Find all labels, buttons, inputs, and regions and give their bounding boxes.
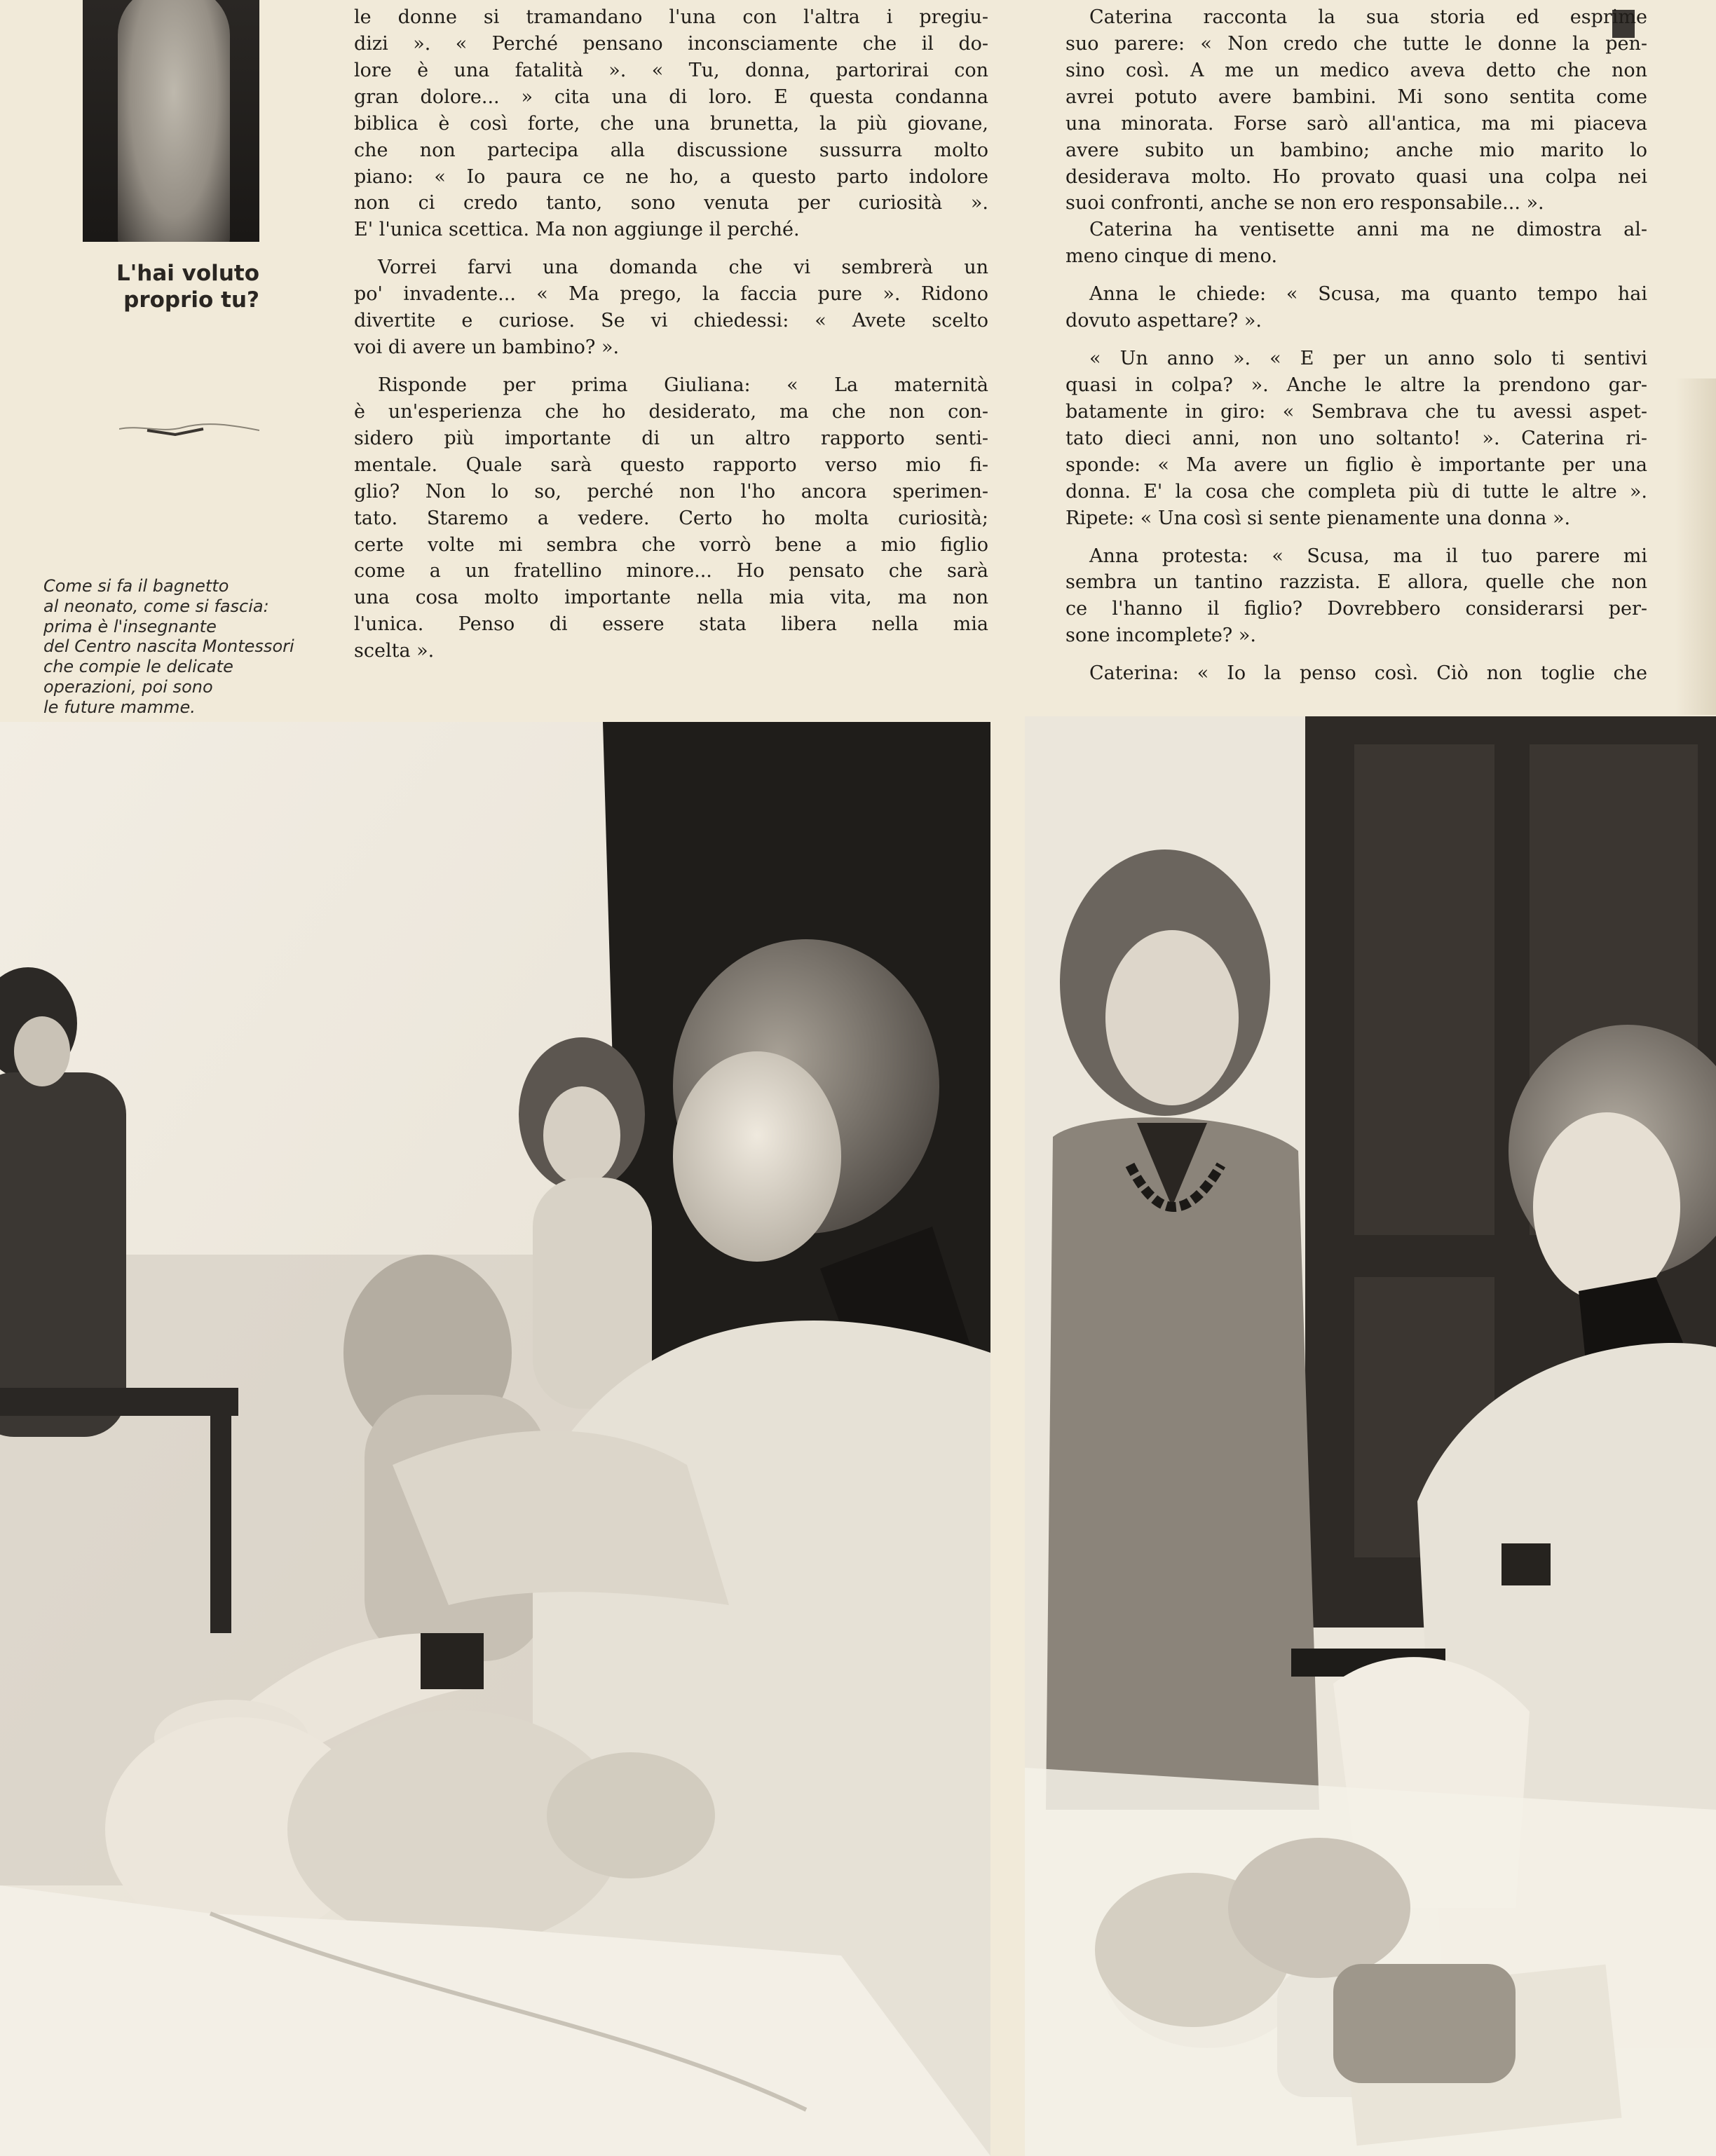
text-line: Caterina ha ventisette anni ma ne dimostra al- bbox=[1089, 219, 1647, 241]
pull-quote-line: L'hai voluto bbox=[116, 261, 259, 286]
caption-line: al neonato, come si fascia: bbox=[43, 596, 269, 616]
text-line: Anna le chiede: « Scusa, ma quanto tempo hai bbox=[1089, 283, 1647, 306]
paper-edge-wear bbox=[1675, 378, 1716, 715]
text-line: E' l'unica scettica. Ma non aggiunge il perché. bbox=[354, 219, 800, 241]
paragraph bbox=[1065, 346, 1647, 531]
photo-figure bbox=[118, 0, 230, 242]
text-line: Caterina racconta la sua storia ed esprime bbox=[1089, 6, 1647, 28]
pregnant-woman-photo bbox=[83, 0, 259, 242]
text-line: scelta ». bbox=[354, 640, 435, 662]
mother-watching-photo bbox=[1025, 716, 1716, 2156]
text-line: una minorata. Forse sarò all'antica, ma mi piaceva bbox=[1065, 112, 1647, 135]
text-line: sembra un tantino razzista. E allora, quelle che non bbox=[1065, 571, 1647, 594]
text-line: gran dolore... » cita una di loro. E questa condanna bbox=[354, 86, 988, 108]
text-line: suo parere: « Non credo che tutte le donne la pen- bbox=[1065, 32, 1647, 55]
text-line: sino così. A me un medico aveva detto che non bbox=[1065, 59, 1647, 81]
text-line: mentale. Quale sarà questo rapporto verso mio fi- bbox=[354, 453, 988, 476]
instructor-demonstration-photo bbox=[0, 722, 990, 2156]
text-line: avrei potuto avere bambini. Mi sono sentita come bbox=[1065, 86, 1647, 108]
text-line: glio? Non lo so, perché non l'ho ancora sperimen- bbox=[354, 480, 988, 503]
text-line: « Un anno ». « E per un anno solo ti sentivi bbox=[1089, 348, 1647, 370]
paragraph bbox=[354, 4, 988, 243]
paragraph bbox=[1065, 217, 1647, 270]
photo-illustration bbox=[0, 722, 990, 2156]
text-line: Vorrei farvi una domanda che vi sembrerà un bbox=[378, 257, 988, 279]
text-line: dizi ». « Perché pensano inconsciamente che il do- bbox=[354, 32, 988, 55]
caption-line: operazioni, poi sono bbox=[43, 676, 213, 697]
paragraph bbox=[1065, 660, 1647, 687]
photo-caption bbox=[43, 576, 327, 718]
text-line: Caterina: « Io la penso così. Ciò non toglie che bbox=[1089, 662, 1647, 685]
text-line: desiderava molto. Ho provato quasi una colpa nei bbox=[1065, 165, 1647, 188]
text-line: batamente in giro: « Sembrava che tu avessi aspet- bbox=[1065, 400, 1647, 423]
caption-line: Come si fa il bagnetto bbox=[43, 576, 229, 596]
text-line: lore è una fatalità ». « Tu, donna, partorirai con bbox=[354, 59, 988, 81]
text-line: tato. Staremo a vedere. Certo ho molta curiosità; bbox=[354, 507, 988, 529]
article-column-left bbox=[354, 4, 988, 664]
text-line: donna. E' la cosa che completa più di tutte le altre ». bbox=[1065, 480, 1647, 503]
paragraph bbox=[1065, 4, 1647, 217]
text-line: l'unica. Penso di essere stata libera nella mia bbox=[354, 613, 988, 636]
text-line: Risponde per prima Giuliana: « La maternità bbox=[378, 374, 988, 396]
text-line: una cosa molto importante nella mia vita, ma non bbox=[354, 587, 988, 609]
text-line: le donne si tramandano l'una con l'altra i pregiu- bbox=[354, 6, 988, 28]
text-line: avere subito un bambino; anche mio marito lo bbox=[1065, 139, 1647, 161]
caption-line: prima è l'insegnante bbox=[43, 616, 217, 636]
paragraph bbox=[354, 254, 988, 361]
text-line: certe volte mi sembra che vorrò bene a mio figlio bbox=[354, 533, 988, 556]
text-line: sidero più importante di un altro rapporto senti- bbox=[354, 427, 988, 449]
text-line: biblica è così forte, che una brunetta, la più giovane, bbox=[354, 112, 988, 135]
text-line: meno cinque di meno. bbox=[1065, 245, 1278, 268]
text-line: ce l'hanno il figlio? Dovrebbero considerarsi per- bbox=[1065, 598, 1647, 620]
text-line: quasi in colpa? ». Anche le altre la prendono gar- bbox=[1065, 374, 1647, 396]
text-line: Anna protesta: « Scusa, ma il tuo parere mi bbox=[1089, 545, 1647, 567]
photo-illustration bbox=[1025, 716, 1716, 2156]
paper-tear-mark bbox=[119, 421, 259, 436]
paragraph bbox=[354, 372, 988, 664]
text-line: suoi confronti, anche se non ero responsabile... ». bbox=[1065, 192, 1544, 214]
paragraph bbox=[1065, 281, 1647, 334]
caption-line: che compie le delicate bbox=[43, 657, 233, 677]
text-line: voi di avere un bambino? ». bbox=[354, 336, 620, 359]
text-line: dovuto aspettare? ». bbox=[1065, 310, 1262, 332]
paragraph bbox=[1065, 543, 1647, 650]
caption-line: le future mamme. bbox=[43, 697, 196, 717]
caption-line: del Centro nascita Montessori bbox=[43, 636, 294, 657]
text-line: piano: « Io paura ce ne ho, a questo parto indolore bbox=[354, 165, 988, 188]
text-line: sone incomplete? ». bbox=[1065, 625, 1256, 647]
text-line: divertite e curiose. Se vi chiedessi: « Avete scelto bbox=[354, 310, 988, 332]
pull-quote bbox=[83, 261, 259, 314]
text-line: tato dieci anni, non uno soltanto! ». Caterina ri- bbox=[1065, 427, 1647, 449]
text-line: po' invadente... « Ma prego, la faccia pure ». Ridono bbox=[354, 283, 988, 306]
text-line: come a un fratellino minore... Ho pensato che sarà bbox=[354, 560, 988, 582]
pull-quote-line: proprio tu? bbox=[123, 287, 259, 313]
text-line: è un'esperienza che ho desiderato, ma che non con- bbox=[354, 400, 988, 423]
text-line: non ci credo tanto, sono venuta per curiosità ». bbox=[354, 192, 988, 214]
text-line: sponde: « Ma avere un figlio è importante per una bbox=[1065, 453, 1647, 476]
text-line: che non partecipa alla discussione sussurra molto bbox=[354, 139, 988, 161]
article-column-right bbox=[1065, 4, 1647, 687]
text-line: Ripete: « Una così si sente pienamente una donna ». bbox=[1065, 507, 1571, 529]
